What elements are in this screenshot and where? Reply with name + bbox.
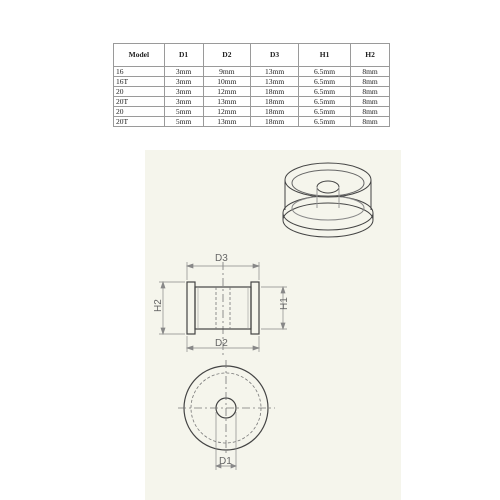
cell-model: 16 (114, 67, 165, 77)
cell-h2: 8mm (351, 67, 390, 77)
cell-h1: 6.5mm (298, 67, 350, 77)
cell-h1: 6.5mm (298, 97, 350, 107)
cell-h2: 8mm (351, 117, 390, 127)
header-h1: H1 (298, 44, 350, 67)
cell-h2: 8mm (351, 97, 390, 107)
label-d2: D2 (215, 338, 228, 349)
table-row (114, 107, 390, 117)
header-model: Model (114, 44, 165, 67)
table-row (114, 77, 390, 87)
cell-d2: 13mm (203, 117, 251, 127)
cell-d3: 18mm (251, 97, 299, 107)
cell-model: 20T (114, 117, 165, 127)
cell-d3: 18mm (251, 87, 299, 97)
cell-d2: 12mm (203, 107, 251, 117)
cell-d2: 12mm (203, 87, 251, 97)
end-view (178, 360, 275, 455)
label-h1: H1 (279, 297, 290, 310)
label-d3: D3 (215, 253, 228, 264)
cell-d2: 10mm (203, 77, 251, 87)
table-row (114, 117, 390, 127)
cell-d1: 3mm (164, 67, 203, 77)
header-h2: H2 (351, 44, 390, 67)
isometric-view (283, 163, 373, 237)
header-d2: D2 (203, 44, 251, 67)
cell-d1: 3mm (164, 77, 203, 87)
label-d1: D1 (219, 456, 232, 467)
header-d1: D1 (164, 44, 203, 67)
cell-h2: 8mm (351, 87, 390, 97)
cell-d2: 13mm (203, 97, 251, 107)
cell-d1: 3mm (164, 97, 203, 107)
cell-d1: 5mm (164, 107, 203, 117)
cell-model: 16T (114, 77, 165, 87)
cell-h2: 8mm (351, 107, 390, 117)
cell-d3: 13mm (251, 67, 299, 77)
cell-d1: 3mm (164, 87, 203, 97)
cell-d2: 9mm (203, 67, 251, 77)
cell-model: 20 (114, 87, 165, 97)
cell-d3: 13mm (251, 77, 299, 87)
table-row (114, 97, 390, 107)
cell-h2: 8mm (351, 77, 390, 87)
cell-d1: 5mm (164, 117, 203, 127)
cell-h1: 6.5mm (298, 117, 350, 127)
technical-drawing (145, 150, 401, 500)
table-header-row (114, 44, 390, 67)
cell-h1: 6.5mm (298, 107, 350, 117)
cell-d3: 18mm (251, 117, 299, 127)
cell-model: 20 (114, 107, 165, 117)
header-d3: D3 (251, 44, 299, 67)
cell-h1: 6.5mm (298, 77, 350, 87)
table-row (114, 67, 390, 77)
table-row (114, 87, 390, 97)
cell-d3: 18mm (251, 107, 299, 117)
cell-model: 20T (114, 97, 165, 107)
cell-h1: 6.5mm (298, 87, 350, 97)
label-h2: H2 (153, 299, 164, 312)
spec-table (113, 43, 390, 127)
